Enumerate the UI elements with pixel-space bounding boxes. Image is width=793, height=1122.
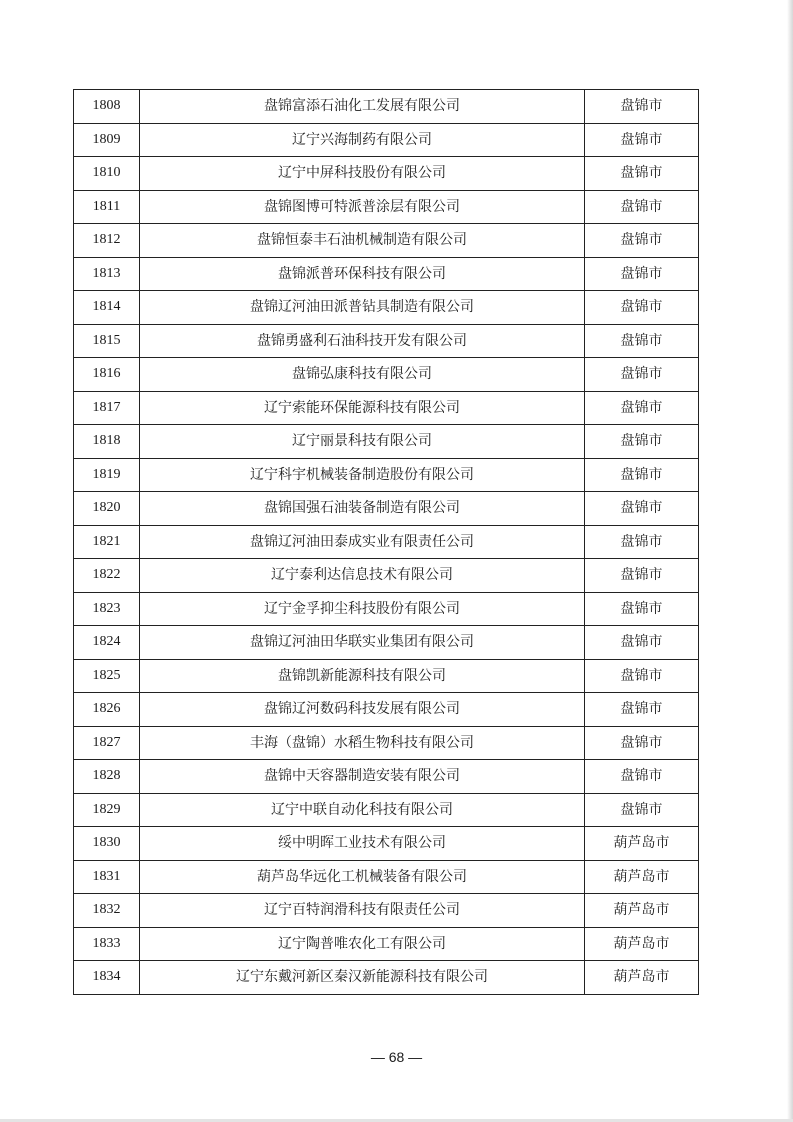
company-name-cell: 辽宁泰利达信息技术有限公司 [140,559,585,593]
city-cell: 盘锦市 [585,458,699,492]
row-number-cell: 1812 [74,224,140,258]
table-row [74,190,699,224]
company-name-cell: 盘锦派普环保科技有限公司 [140,257,585,291]
city-cell: 盘锦市 [585,726,699,760]
table-row [74,425,699,459]
city-cell: 盘锦市 [585,793,699,827]
table-row [74,860,699,894]
row-number-cell: 1831 [74,860,140,894]
city-cell: 葫芦岛市 [585,827,699,861]
row-number-cell: 1821 [74,525,140,559]
row-number-cell: 1810 [74,157,140,191]
table-row [74,961,699,995]
city-cell: 葫芦岛市 [585,860,699,894]
company-name-cell: 盘锦勇盛利石油科技开发有限公司 [140,324,585,358]
company-name-cell: 辽宁陶普唯农化工有限公司 [140,927,585,961]
city-cell: 葫芦岛市 [585,894,699,928]
table-row [74,827,699,861]
city-cell: 盘锦市 [585,525,699,559]
company-name-cell: 丰海（盘锦）水稻生物科技有限公司 [140,726,585,760]
city-cell: 盘锦市 [585,592,699,626]
row-number-cell: 1813 [74,257,140,291]
row-number-cell: 1822 [74,559,140,593]
city-cell: 盘锦市 [585,224,699,258]
company-name-cell: 辽宁中屏科技股份有限公司 [140,157,585,191]
row-number-cell: 1825 [74,659,140,693]
row-number-cell: 1816 [74,358,140,392]
row-number-cell: 1817 [74,391,140,425]
city-cell: 盘锦市 [585,693,699,727]
company-name-cell: 辽宁东戴河新区秦汉新能源科技有限公司 [140,961,585,995]
city-cell: 盘锦市 [585,190,699,224]
company-name-cell: 盘锦凯新能源科技有限公司 [140,659,585,693]
company-name-cell: 辽宁百特润滑科技有限责任公司 [140,894,585,928]
company-name-cell: 绥中明晖工业技术有限公司 [140,827,585,861]
row-number-cell: 1832 [74,894,140,928]
city-cell: 葫芦岛市 [585,927,699,961]
company-name-cell: 葫芦岛华远化工机械装备有限公司 [140,860,585,894]
table-row [74,793,699,827]
company-name-cell: 盘锦辽河油田泰成实业有限责任公司 [140,525,585,559]
table-row [74,90,699,124]
company-name-cell: 辽宁丽景科技有限公司 [140,425,585,459]
city-cell: 葫芦岛市 [585,961,699,995]
company-name-cell: 辽宁中联自动化科技有限公司 [140,793,585,827]
row-number-cell: 1809 [74,123,140,157]
table-row [74,927,699,961]
company-name-cell: 盘锦恒泰丰石油机械制造有限公司 [140,224,585,258]
page-number: — 68 — [370,1049,423,1065]
table-row [74,458,699,492]
company-name-cell: 辽宁金孚抑尘科技股份有限公司 [140,592,585,626]
row-number-cell: 1818 [74,425,140,459]
city-cell: 盘锦市 [585,760,699,794]
row-number-cell: 1833 [74,927,140,961]
company-name-cell: 辽宁科宇机械装备制造股份有限公司 [140,458,585,492]
row-number-cell: 1824 [74,626,140,660]
company-name-cell: 盘锦中天容器制造安装有限公司 [140,760,585,794]
city-cell: 盘锦市 [585,291,699,325]
city-cell: 盘锦市 [585,358,699,392]
row-number-cell: 1823 [74,592,140,626]
row-number-cell: 1829 [74,793,140,827]
company-name-cell: 盘锦辽河数码科技发展有限公司 [140,693,585,727]
table-row [74,894,699,928]
table-row [74,559,699,593]
table-row [74,291,699,325]
city-cell: 盘锦市 [585,123,699,157]
scan-edge-shadow [787,0,793,1122]
city-cell: 盘锦市 [585,391,699,425]
table-row [74,123,699,157]
table-row [74,492,699,526]
table-row [74,224,699,258]
city-cell: 盘锦市 [585,626,699,660]
row-number-cell: 1830 [74,827,140,861]
city-cell: 盘锦市 [585,90,699,124]
row-number-cell: 1815 [74,324,140,358]
city-cell: 盘锦市 [585,559,699,593]
table-row [74,760,699,794]
company-list-table [73,89,699,995]
city-cell: 盘锦市 [585,257,699,291]
city-cell: 盘锦市 [585,157,699,191]
table-row [74,525,699,559]
row-number-cell: 1828 [74,760,140,794]
city-cell: 盘锦市 [585,659,699,693]
row-number-cell: 1834 [74,961,140,995]
company-name-cell: 盘锦图博可特派普涂层有限公司 [140,190,585,224]
table-row [74,592,699,626]
company-name-cell: 辽宁兴海制药有限公司 [140,123,585,157]
row-number-cell: 1827 [74,726,140,760]
row-number-cell: 1819 [74,458,140,492]
table-row [74,693,699,727]
table-row [74,257,699,291]
company-name-cell: 辽宁索能环保能源科技有限公司 [140,391,585,425]
company-name-cell: 盘锦富添石油化工发展有限公司 [140,90,585,124]
table-row [74,726,699,760]
row-number-cell: 1811 [74,190,140,224]
city-cell: 盘锦市 [585,425,699,459]
company-name-cell: 盘锦辽河油田派普钻具制造有限公司 [140,291,585,325]
table-row [74,659,699,693]
city-cell: 盘锦市 [585,492,699,526]
row-number-cell: 1826 [74,693,140,727]
row-number-cell: 1814 [74,291,140,325]
company-list-body [74,90,699,995]
row-number-cell: 1820 [74,492,140,526]
table-row [74,391,699,425]
company-name-cell: 盘锦弘康科技有限公司 [140,358,585,392]
company-name-cell: 盘锦国强石油装备制造有限公司 [140,492,585,526]
row-number-cell: 1808 [74,90,140,124]
table-row [74,358,699,392]
company-name-cell: 盘锦辽河油田华联实业集团有限公司 [140,626,585,660]
table-row [74,157,699,191]
table-row [74,626,699,660]
city-cell: 盘锦市 [585,324,699,358]
table-row [74,324,699,358]
